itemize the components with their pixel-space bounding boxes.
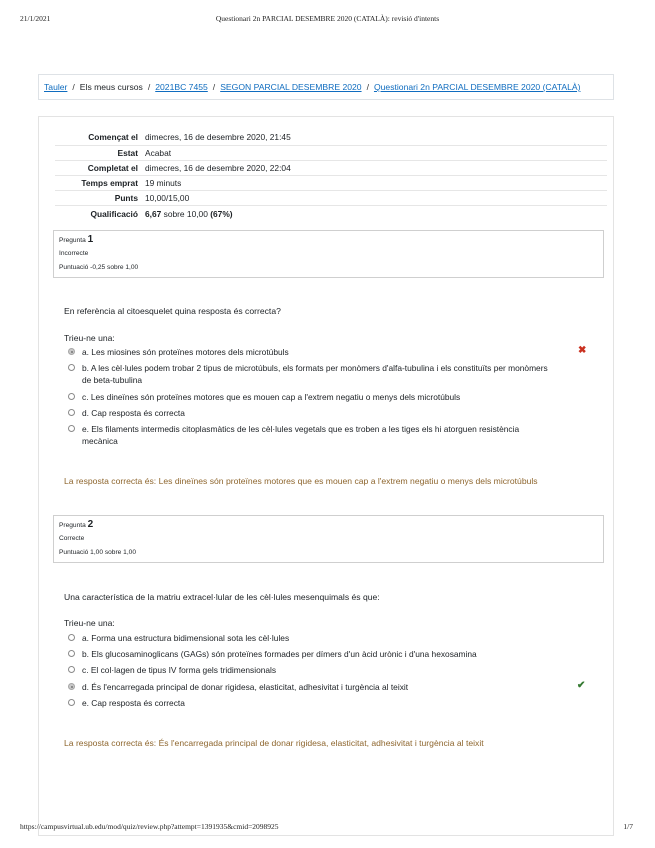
summary-row-state — [55, 145, 607, 160]
radio-button[interactable] — [68, 364, 75, 371]
breadcrumb-separator: / — [72, 82, 75, 92]
radio-button[interactable] — [68, 666, 75, 673]
answer-text: a. Forma una estructura bidimensional sota les cèl·lules — [82, 633, 290, 643]
answer-option[interactable] — [68, 664, 548, 676]
print-url: https://campusvirtual.ub.edu/mod/quiz/review.php?attempt=1391935&cmid=2098925 — [20, 822, 279, 831]
grade-percent: (67%) — [210, 208, 233, 219]
breadcrumb-separator: / — [212, 82, 216, 92]
print-page-number: 1/7 — [623, 822, 633, 831]
question-2-text: Una característica de la matriu extracel·lular de les cèl·lules mesenquimals és que: — [64, 592, 380, 602]
answer-text: d. És l'encarregada principal de donar rigidesa, elasticitat, adhesivitat i turgència al teixit — [82, 682, 409, 692]
question-1-prompt: Trieu-ne una: — [64, 333, 115, 343]
radio-button[interactable] — [68, 393, 75, 400]
summary-row-grade — [55, 206, 607, 221]
answer-option[interactable] — [68, 632, 548, 644]
question-2-info — [53, 515, 604, 563]
radio-button-checked[interactable] — [68, 683, 75, 690]
question-number — [59, 234, 598, 246]
question-label: Pregunta — [59, 522, 86, 529]
summary-row-time — [55, 176, 607, 191]
completed-label: Completat el — [55, 160, 145, 175]
marks-label: Punts — [55, 191, 145, 206]
breadcrumb — [38, 74, 614, 100]
answer-option[interactable] — [68, 681, 548, 693]
answer-option[interactable] — [68, 423, 548, 447]
grade-label: Qualificació — [55, 206, 145, 221]
answer-option[interactable] — [68, 648, 548, 660]
grade-value — [145, 206, 607, 221]
state-label: Estat — [55, 145, 145, 160]
completed-value: dimecres, 16 de desembre 2020, 22:04 — [145, 160, 607, 175]
answer-text: c. Les dineïnes són proteïnes motores que es mouen cap a l'extrem negatiu o menys dels microtúbuls — [82, 392, 461, 402]
started-value: dimecres, 16 de desembre 2020, 21:45 — [145, 132, 291, 143]
question-number — [59, 519, 598, 531]
answer-text: b. A les cèl·lules podem trobar 2 tipus de microtúbuls, els formats per monòmers d'alfa-tubulina i els constituïts per monòmers de beta-tubulina — [82, 363, 548, 385]
question-2-prompt: Trieu-ne una: — [64, 618, 115, 628]
radio-button[interactable] — [68, 650, 75, 657]
radio-button-checked[interactable] — [68, 348, 75, 355]
question-grade: Puntuació 1,00 sobre 1,00 — [59, 549, 136, 556]
breadcrumb-section-link[interactable]: SEGON PARCIAL DESEMBRE 2020 — [220, 82, 362, 92]
answer-text: e. Els filaments intermedis citoplasmàtics de les cèl·lules vegetals que es troben a les tiges els hi atorguen resistència mecànica — [82, 424, 520, 446]
question-number-value: 1 — [87, 234, 94, 245]
answer-option[interactable] — [68, 362, 548, 386]
print-date: 21/1/2021 — [20, 14, 51, 23]
question-1-feedback: La resposta correcta és: Les dineïnes són proteïnes motores que es mouen cap a l'extrem negatiu o menys dels microtúbuls — [64, 476, 538, 486]
print-title: Questionari 2n PARCIAL DESEMBRE 2020 (CATALÀ): revisió d'intents — [215, 14, 440, 23]
question-state: Correcte — [59, 535, 85, 542]
breadcrumb-separator: / — [147, 82, 151, 92]
question-label: Pregunta — [59, 237, 86, 244]
radio-button[interactable] — [68, 425, 75, 432]
state-value: Acabat — [145, 145, 607, 160]
answer-text: c. El col·lagen de tipus IV forma gels tridimensionals — [82, 665, 277, 675]
grade-score: 6,67 — [145, 208, 162, 219]
question-1-text: En referència al citoesquelet quina resposta és correcta? — [64, 306, 281, 316]
answer-text: a. Les miosines són proteïnes motores dels microtúbuls — [82, 347, 289, 357]
question-number-value: 2 — [87, 519, 94, 530]
answer-text: d. Cap resposta és correcta — [82, 408, 185, 418]
breadcrumb-quiz-link[interactable]: Questionari 2n PARCIAL DESEMBRE 2020 (CATALÀ) — [373, 82, 581, 92]
summary-row-started — [55, 130, 607, 145]
breadcrumb-home-link[interactable]: Tauler — [44, 82, 68, 92]
question-1-info — [53, 230, 604, 278]
breadcrumb-my-courses: Els meus cursos — [79, 82, 143, 92]
summary-row-completed — [55, 160, 607, 175]
summary-row-marks — [55, 191, 607, 206]
grade-outof: sobre 10,00 — [163, 208, 208, 219]
marks-value: 10,00/15,00 — [145, 191, 607, 206]
times-icon: ✖ — [578, 345, 587, 356]
question-grade: Puntuació -0,25 sobre 1,00 — [59, 264, 139, 271]
breadcrumb-course-link[interactable]: 2021BC 7455 — [155, 82, 208, 92]
answer-option[interactable] — [68, 407, 548, 419]
breadcrumb-separator: / — [366, 82, 369, 92]
attempt-summary-table — [55, 130, 607, 221]
answer-text: e. Cap resposta és correcta — [82, 698, 185, 708]
started-label: Començat el — [88, 132, 138, 143]
radio-button[interactable] — [68, 409, 75, 416]
answer-option[interactable] — [68, 346, 548, 358]
question-2-feedback: La resposta correcta és: És l'encarregada principal de donar rigidesa, elasticitat, adhesivitat i turgència al teixit — [64, 738, 484, 748]
answer-text: b. Els glucosaminoglicans (GAGs) són proteïnes formades per dímers d'un àcid urònic i d'una hexosamina — [82, 649, 477, 659]
check-icon: ✔ — [577, 680, 586, 691]
radio-button[interactable] — [68, 699, 75, 706]
time-taken-value: 19 minuts — [145, 176, 607, 191]
answer-option[interactable] — [68, 697, 548, 709]
time-taken-label: Temps emprat — [55, 176, 145, 191]
question-state: Incorrecte — [59, 250, 89, 257]
answer-option[interactable] — [68, 391, 548, 403]
radio-button[interactable] — [68, 634, 75, 641]
